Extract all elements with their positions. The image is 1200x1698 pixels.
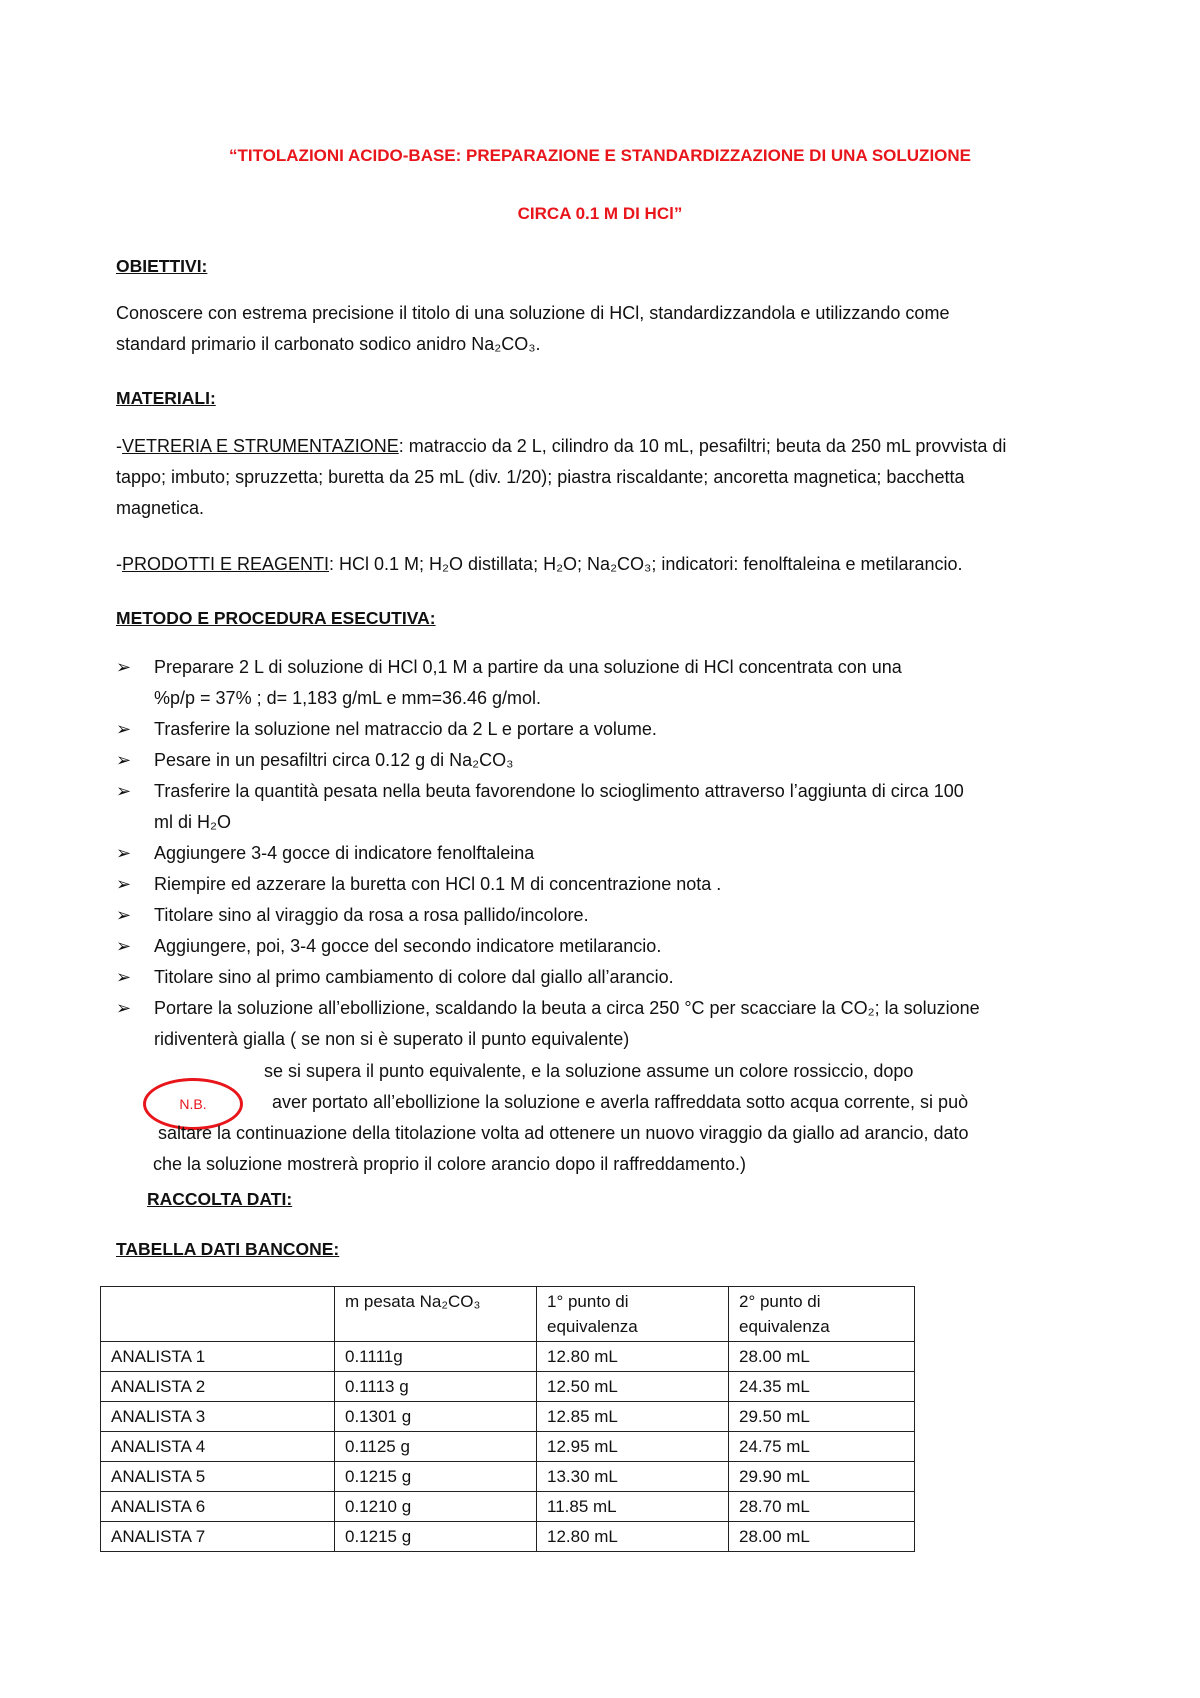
vetreria-label: VETRERIA E STRUMENTAZIONE [122,436,399,456]
arrow-bullet-icon: ➢ [116,905,132,925]
prodotti-paragraph [116,549,1096,580]
obiettivi-paragraph [116,298,1096,360]
table-cell: ANALISTA 3 [101,1402,335,1432]
tabella-heading: TABELLA DATI BANCONE: [116,1239,340,1259]
step-text: Pesare in un pesafiltri circa 0.12 g di Na₂CO₃ [154,750,514,770]
document-title-line-2: CIRCA 0.1 M DI HCl” [517,204,683,223]
table-cell: 29.90 mL [729,1462,915,1492]
arrow-bullet-icon: ➢ [116,750,132,770]
table-cell: 12.80 mL [537,1342,729,1372]
table-row [101,1462,915,1492]
table-cell: 28.00 mL [729,1522,915,1552]
procedure-list [116,652,1096,1055]
procedure-step [116,869,1096,900]
step-text: Preparare 2 L di soluzione di HCl 0,1 M a partire da una soluzione di HCl concentrata con una [154,657,902,677]
procedure-step [116,745,1096,776]
procedure-step [116,900,1096,931]
nb-line-2: aver portato all’ebollizione la soluzione e averla raffreddata sotto acqua corrente, si può [272,1092,969,1112]
procedure-step [116,652,1096,714]
table-cell: ANALISTA 2 [101,1372,335,1402]
prodotti-label: PRODOTTI E REAGENTI [122,554,330,574]
table-cell: ANALISTA 7 [101,1522,335,1552]
procedure-step [116,993,1096,1055]
vetreria-line-1: -VETRERIA E STRUMENTAZIONE: matraccio da 2 L, cilindro da 10 mL, pesafiltri; beuta da 250 mL provvista di [116,436,1007,456]
nb-line-4: che la soluzione mostrerà proprio il colore arancio dopo il raffreddamento.) [153,1154,746,1174]
obiettivi-heading: OBIETTIVI: [116,256,208,276]
arrow-bullet-icon: ➢ [116,657,132,677]
vetreria-line-3: magnetica. [116,498,205,518]
procedure-step [116,962,1096,993]
vetreria-paragraph [116,431,1096,524]
table-cell: 28.70 mL [729,1492,915,1522]
table-cell: 0.1113 g [335,1372,537,1402]
step-text: Trasferire la soluzione nel matraccio da 2 L e portare a volume. [154,719,657,739]
nb-line-3: saltare la continuazione della titolazione volta ad ottenere un nuovo viraggio da giallo ad arancio, dato [158,1123,969,1143]
data-table [100,1286,915,1552]
procedure-step [116,931,1096,962]
arrow-bullet-icon: ➢ [116,843,132,863]
obiettivi-line-2: standard primario il carbonato sodico anidro Na₂CO₃. [116,334,541,354]
step-text-continued: ridiventerà gialla ( se non si è superato il punto equivalente) [154,1029,630,1049]
arrow-bullet-icon: ➢ [116,781,132,801]
step-text-continued: %p/p = 37% ; d= 1,183 g/mL e mm=36.46 g/mol. [154,688,542,708]
table-header-row [101,1287,915,1342]
table-cell: ANALISTA 4 [101,1432,335,1462]
metodo-heading: METODO E PROCEDURA ESECUTIVA: [116,608,436,628]
arrow-bullet-icon: ➢ [116,998,132,1018]
table-cell: 24.35 mL [729,1372,915,1402]
table-cell: ANALISTA 6 [101,1492,335,1522]
obiettivi-line-1: Conoscere con estrema precisione il titolo di una soluzione di HCl, standardizzandola e utilizzando come [116,303,950,323]
procedure-step [116,776,1096,838]
table-row [101,1372,915,1402]
step-text: Riempire ed azzerare la buretta con HCl 0.1 M di concentrazione nota . [154,874,722,894]
procedure-step [116,838,1096,869]
table-cell: 12.50 mL [537,1372,729,1402]
document-title-line-1: “TITOLAZIONI ACIDO-BASE: PREPARAZIONE E STANDARDIZZAZIONE DI UNA SOLUZIONE [228,146,971,165]
table-cell: 0.1111g [335,1342,537,1372]
step-text: Titolare sino al viraggio da rosa a rosa pallido/incolore. [154,905,589,925]
materiali-heading: MATERIALI: [116,388,216,408]
table-cell: 12.85 mL [537,1402,729,1432]
nb-line-1: se si supera il punto equivalente, e la soluzione assume un colore rossiccio, dopo [264,1061,914,1081]
table-row [101,1402,915,1432]
table-header-cell: m pesata Na₂CO₃ [335,1287,537,1342]
table-cell: 0.1210 g [335,1492,537,1522]
arrow-bullet-icon: ➢ [116,967,132,987]
nb-circle: N.B. [143,1078,243,1130]
table-cell: 11.85 mL [537,1492,729,1522]
table-cell: 0.1125 g [335,1432,537,1462]
arrow-bullet-icon: ➢ [116,936,132,956]
procedure-step [116,714,1096,745]
prodotti-line: -PRODOTTI E REAGENTI: HCl 0.1 M; H₂O distillata; H₂O; Na₂CO₃; indicatori: fenolftaleina e metilarancio. [116,554,963,574]
arrow-bullet-icon: ➢ [116,874,132,894]
table-cell: 12.95 mL [537,1432,729,1462]
step-text-continued: ml di H₂O [154,812,231,832]
table-cell: 0.1301 g [335,1402,537,1432]
table-row [101,1522,915,1552]
table-row [101,1492,915,1522]
step-text: Aggiungere, poi, 3-4 gocce del secondo indicatore metilarancio. [154,936,662,956]
table-cell: 0.1215 g [335,1462,537,1492]
table-header-cell [101,1287,335,1342]
table-header-cell: 2° punto di equivalenza [729,1287,915,1342]
step-text: Titolare sino al primo cambiamento di colore dal giallo all’arancio. [154,967,674,987]
table-header-cell: 1° punto di equivalenza [537,1287,729,1342]
table-cell: 24.75 mL [729,1432,915,1462]
step-text: Portare la soluzione all’ebollizione, scaldando la beuta a circa 250 °C per scacciare la CO₂; la soluzione [154,998,980,1018]
vetreria-line-2: tappo; imbuto; spruzzetta; buretta da 25 mL (div. 1/20); piastra riscaldante; ancoretta magnetica; bacchetta [116,467,965,487]
table-cell: 12.80 mL [537,1522,729,1552]
table-row [101,1342,915,1372]
vetreria-text-1: : matraccio da 2 L, cilindro da 10 mL, pesafiltri; beuta da 250 mL provvista di [398,436,1007,456]
table-cell: 13.30 mL [537,1462,729,1492]
step-text: Aggiungere 3-4 gocce di indicatore fenolftaleina [154,843,535,863]
raccolta-heading: RACCOLTA DATI: [147,1189,293,1209]
step-text: Trasferire la quantità pesata nella beuta favorendone lo scioglimento attraverso l’aggiunta di circa 100 [154,781,964,801]
table-row [101,1432,915,1462]
table-cell: 29.50 mL [729,1402,915,1432]
arrow-bullet-icon: ➢ [116,719,132,739]
table-cell: ANALISTA 5 [101,1462,335,1492]
table-cell: 28.00 mL [729,1342,915,1372]
prodotti-text: : HCl 0.1 M; H₂O distillata; H₂O; Na₂CO₃; indicatori: fenolftaleina e metilarancio. [329,554,963,574]
table-cell: ANALISTA 1 [101,1342,335,1372]
table-cell: 0.1215 g [335,1522,537,1552]
